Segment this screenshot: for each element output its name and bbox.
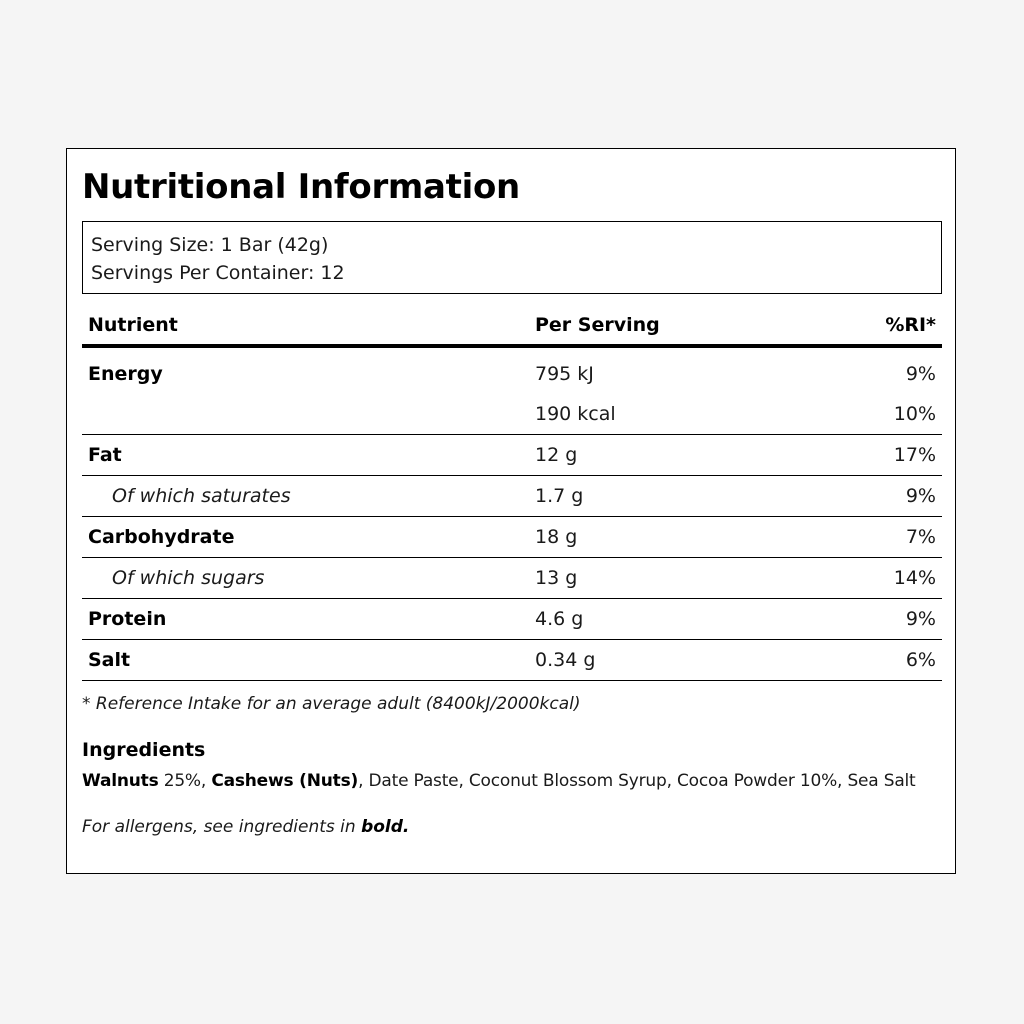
nutrient-ri: 7%	[905, 526, 936, 548]
nutrient-name: Of which sugars	[112, 567, 265, 589]
nutrient-ri: 6%	[905, 649, 936, 671]
table-row-saturates	[82, 476, 942, 517]
table-row-fat	[82, 435, 942, 476]
nutrient-ri: 9%	[905, 608, 936, 630]
serving-info-box	[82, 221, 942, 294]
nutrient-ri-kcal: 10%	[893, 403, 936, 425]
nutrient-value: 18 g	[535, 526, 578, 548]
nutrition-table	[82, 306, 942, 681]
nutrient-ri: 9%	[905, 485, 936, 507]
nutrient-value: 0.34 g	[535, 649, 596, 671]
nutrient-value: 13 g	[535, 567, 578, 589]
nutrient-name: Carbohydrate	[88, 526, 235, 548]
nutrient-value: 4.6 g	[535, 608, 584, 630]
ingredient-name: Date Paste	[368, 771, 459, 791]
allergen-note-emphasis: bold.	[361, 817, 410, 837]
nutrient-value-kcal: 190 kcal	[535, 403, 616, 425]
header-per-serving: Per Serving	[535, 314, 660, 336]
table-row-salt	[82, 640, 942, 681]
page-title: Nutritional Information	[82, 167, 520, 207]
table-row-sugars	[82, 558, 942, 599]
nutrient-name: Salt	[88, 649, 131, 671]
nutrient-name: Of which saturates	[112, 485, 291, 507]
nutrient-value: 795 kJ	[535, 363, 594, 385]
nutrient-name: Energy	[88, 363, 163, 385]
ingredient-percentage: 10%	[794, 771, 838, 791]
nutrient-name: Fat	[88, 444, 122, 466]
header-nutrient: Nutrient	[88, 314, 178, 336]
servings-per-container: Servings Per Container: 12	[91, 262, 345, 284]
header-ri: %RI*	[885, 314, 936, 336]
serving-size: Serving Size: 1 Bar (42g)	[91, 234, 329, 256]
ingredient-name: Coconut Blossom Syrup	[468, 771, 667, 791]
nutrient-value: 12 g	[535, 444, 578, 466]
nutrient-name: Protein	[88, 608, 167, 630]
allergen-note	[82, 817, 409, 837]
table-row-protein	[82, 599, 942, 640]
ingredient-name: Cashews (Nuts)	[211, 771, 359, 791]
table-row-carbohydrate	[82, 517, 942, 558]
table-row-energy	[82, 348, 942, 435]
table-header	[82, 306, 942, 348]
nutrition-label	[66, 148, 956, 874]
nutrient-ri: 9%	[905, 363, 936, 385]
nutrient-value: 1.7 g	[535, 485, 584, 507]
nutrient-ri: 17%	[893, 444, 936, 466]
ingredient-name: Walnuts	[82, 771, 159, 791]
nutrient-ri: 14%	[893, 567, 936, 589]
ingredient-name: Cocoa Powder	[677, 771, 795, 791]
ingredient-name: Sea Salt	[847, 771, 916, 791]
ingredients-list: Walnuts 25%, Cashews (Nuts), Date Paste, Coconut Blossom Syrup, Cocoa Powder 10%, Sea Salt	[82, 771, 916, 791]
ingredient-percentage: 25%	[158, 771, 201, 791]
reference-intake-footnote: * Reference Intake for an average adult (8400kJ/2000kcal)	[82, 694, 581, 714]
allergen-note-text: For allergens, see ingredients in	[82, 817, 362, 837]
ingredients-heading: Ingredients	[82, 739, 206, 761]
